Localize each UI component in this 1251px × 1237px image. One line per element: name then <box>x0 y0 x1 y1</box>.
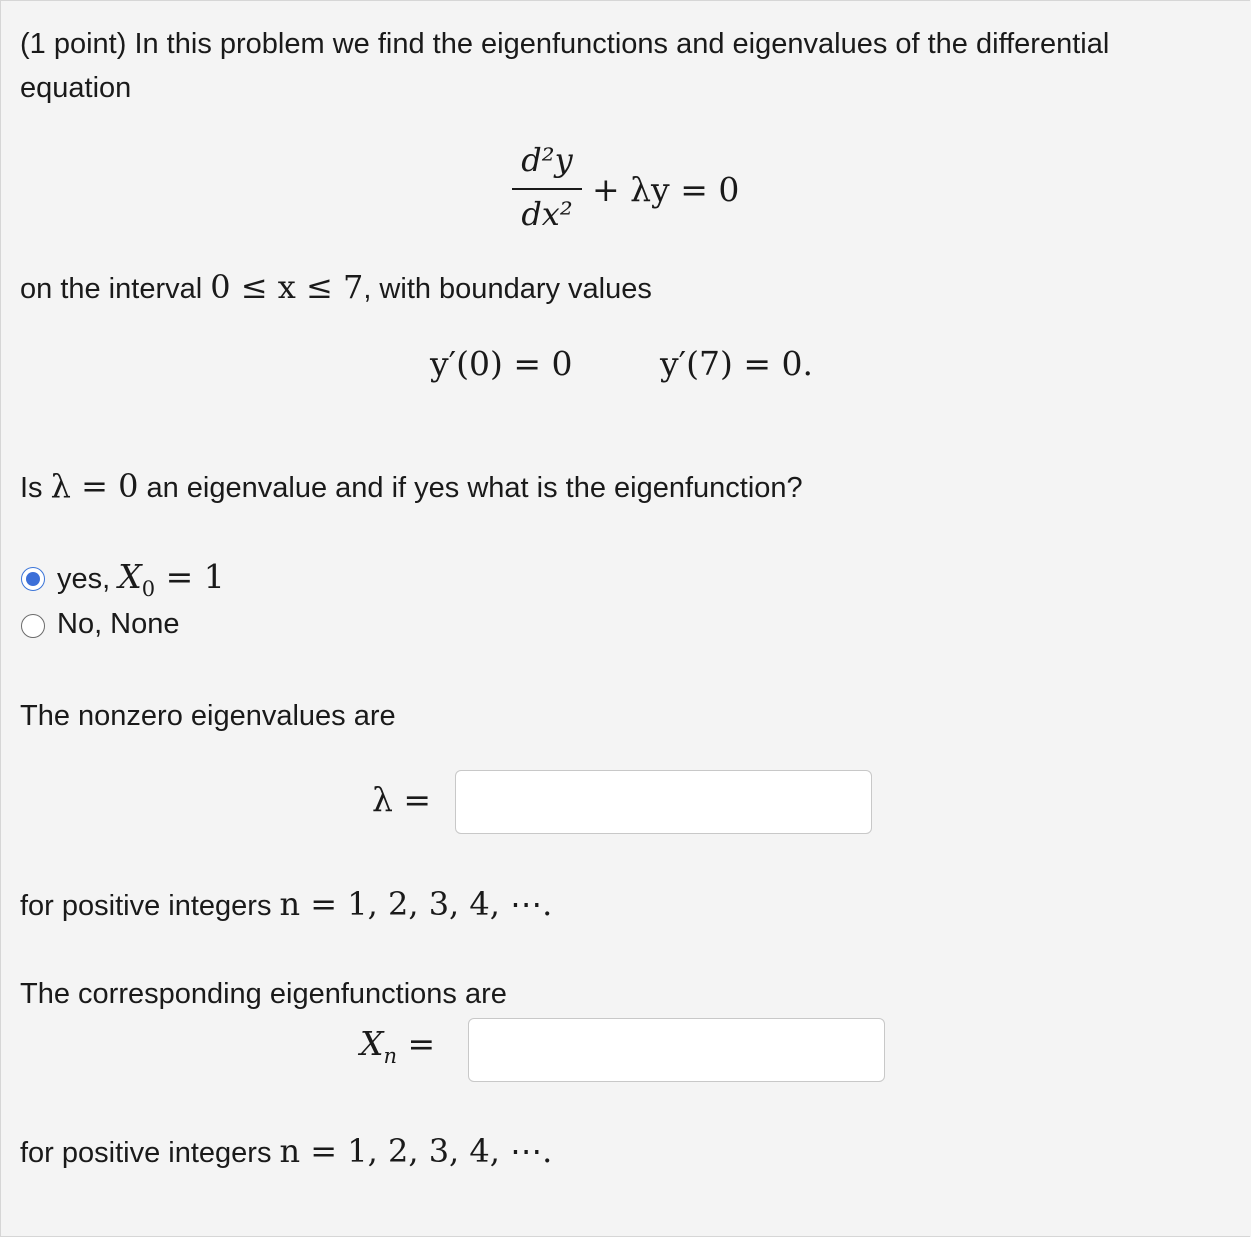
eigenvalues-range-prefix: for positive integers <box>20 890 280 922</box>
radio-yes[interactable] <box>21 567 45 591</box>
question-suffix: an eigenvalue and if yes what is the eigenfunction? <box>138 472 803 504</box>
problem-intro-line2: equation <box>20 72 132 104</box>
fraction-denominator: dx² <box>521 195 573 233</box>
option-no-label[interactable]: No, None <box>57 608 180 640</box>
fraction-bar <box>512 188 582 190</box>
lambda-label: λ = <box>372 780 432 819</box>
eigenvalue-answer-input[interactable] <box>455 770 872 834</box>
eigenfunction-answer-input[interactable] <box>468 1018 885 1082</box>
boundary-condition-right: y′(7) = 0. <box>660 344 813 383</box>
eigenfunctions-range-math: n = 1, 2, 3, 4, ⋯. <box>279 1132 553 1170</box>
eigenvalues-range <box>20 882 552 928</box>
option-yes-sub: 0 <box>141 577 156 601</box>
interval-math: 0 ≤ x ≤ 7 <box>210 268 364 306</box>
option-yes-label[interactable] <box>57 555 225 601</box>
xn-label <box>360 1024 436 1068</box>
boundary-condition-left: y′(0) = 0 <box>430 344 573 383</box>
eigenvalues-range-math: n = 1, 2, 3, 4, ⋯. <box>279 885 553 923</box>
derivative-fraction <box>512 138 582 234</box>
xn-var: X <box>360 1024 384 1063</box>
eigenfunctions-heading: The corresponding eigenfunctions are <box>20 978 507 1010</box>
eigenvalues-heading: The nonzero eigenvalues are <box>20 700 396 732</box>
radio-no[interactable] <box>21 614 45 638</box>
eigenfunctions-range-prefix: for positive integers <box>20 1137 280 1169</box>
xn-eq: = <box>397 1024 436 1063</box>
fraction-numerator: d²y <box>521 141 573 179</box>
interval-line <box>20 265 652 311</box>
equation-rest: + λy = 0 <box>592 170 740 209</box>
option-yes-var: X <box>118 557 142 596</box>
option-yes-rest: = 1 <box>155 557 225 596</box>
interval-suffix: , with boundary values <box>363 273 652 305</box>
option-yes-text: yes, <box>57 563 119 595</box>
zero-eigenvalue-question <box>20 464 803 510</box>
question-math: λ = 0 <box>50 467 139 505</box>
interval-prefix: on the interval <box>20 273 211 305</box>
question-prefix: Is <box>20 472 51 504</box>
problem-intro-line1: (1 point) In this problem we find the eigenfunctions and eigenvalues of the differential <box>20 28 1110 60</box>
xn-sub: n <box>383 1044 398 1068</box>
eigenfunctions-range <box>20 1129 552 1175</box>
